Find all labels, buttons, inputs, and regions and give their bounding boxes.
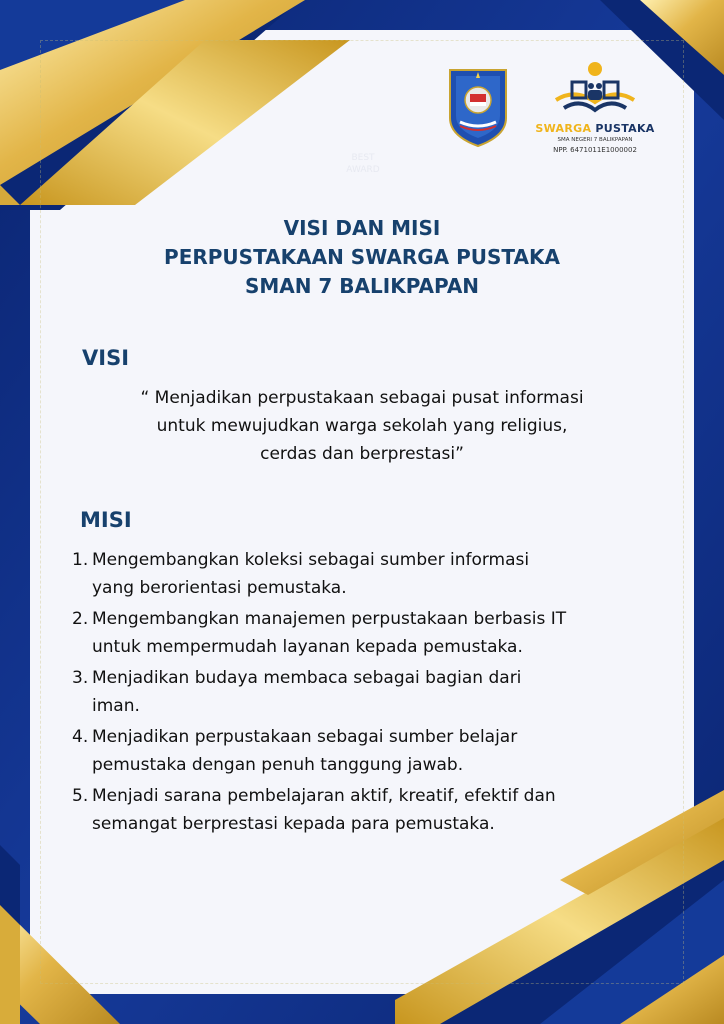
logo-name-part1: SWARGA <box>535 122 592 135</box>
swarga-pustaka-logo <box>535 60 655 170</box>
visi-line-1: “ Menjadikan perpustakaan sebagai pusat informasi <box>140 388 584 408</box>
library-people-icon <box>550 60 640 118</box>
misi-item-number: 4. <box>72 727 89 747</box>
misi-item-line: Menjadikan perpustakaan sebagai sumber belajar <box>92 727 518 747</box>
misi-item-line: Menjadikan budaya membaca sebagai bagian dari <box>92 668 522 688</box>
misi-list <box>72 547 672 842</box>
misi-item-2 <box>72 606 672 661</box>
misi-item-line: Mengembangkan koleksi sebagai sumber informasi <box>92 550 530 570</box>
title-line-2: PERPUSTAKAAN SWARGA PUSTAKA <box>164 245 560 269</box>
watermark <box>338 152 388 176</box>
misi-item-line: iman. <box>92 695 140 716</box>
misi-item-line: untuk mempermudah layanan kepada pemustaka. <box>92 636 523 657</box>
visi-statement <box>60 384 664 468</box>
misi-item-line: yang berorientasi pemustaka. <box>92 577 347 598</box>
page-title <box>60 214 664 301</box>
visi-heading: VISI <box>82 346 130 370</box>
kaltim-emblem-logo <box>446 66 510 148</box>
title-line-3: SMAN 7 BALIKPAPAN <box>244 274 480 298</box>
misi-heading: MISI <box>80 508 132 532</box>
logo-name-part2: PUSTAKA <box>595 122 655 135</box>
misi-item-4 <box>72 724 672 779</box>
logo-name <box>535 122 655 135</box>
watermark-line2: AWARD <box>346 165 380 175</box>
card-frame <box>40 40 684 984</box>
misi-item-line: Mengembangkan manajemen perpustakaan berbasis IT <box>92 609 567 629</box>
logo-subtitle: SMA NEGERI 7 BALIKPAPAN <box>557 137 633 143</box>
misi-item-1 <box>72 547 672 602</box>
misi-item-3 <box>72 665 672 720</box>
title-line-1: VISI DAN MISI <box>283 216 441 240</box>
misi-item-number: 2. <box>72 609 89 629</box>
logo-npp: NPP. 6471011E1000002 <box>553 146 637 154</box>
misi-item-line: semangat berprestasi kepada para pemustaka. <box>92 813 495 834</box>
watermark-line1: BEST <box>351 153 375 163</box>
misi-item-number: 1. <box>72 550 89 570</box>
visi-line-2: untuk mewujudkan warga sekolah yang religius, <box>156 416 568 436</box>
misi-item-number: 3. <box>72 668 89 688</box>
misi-item-line: Menjadi sarana pembelajaran aktif, kreatif, efektif dan <box>92 786 556 806</box>
misi-item-number: 5. <box>72 786 89 806</box>
visi-line-3: cerdas dan berprestasi” <box>260 444 464 464</box>
misi-item-5 <box>72 783 672 838</box>
misi-item-line: pemustaka dengan penuh tanggung jawab. <box>92 754 464 775</box>
